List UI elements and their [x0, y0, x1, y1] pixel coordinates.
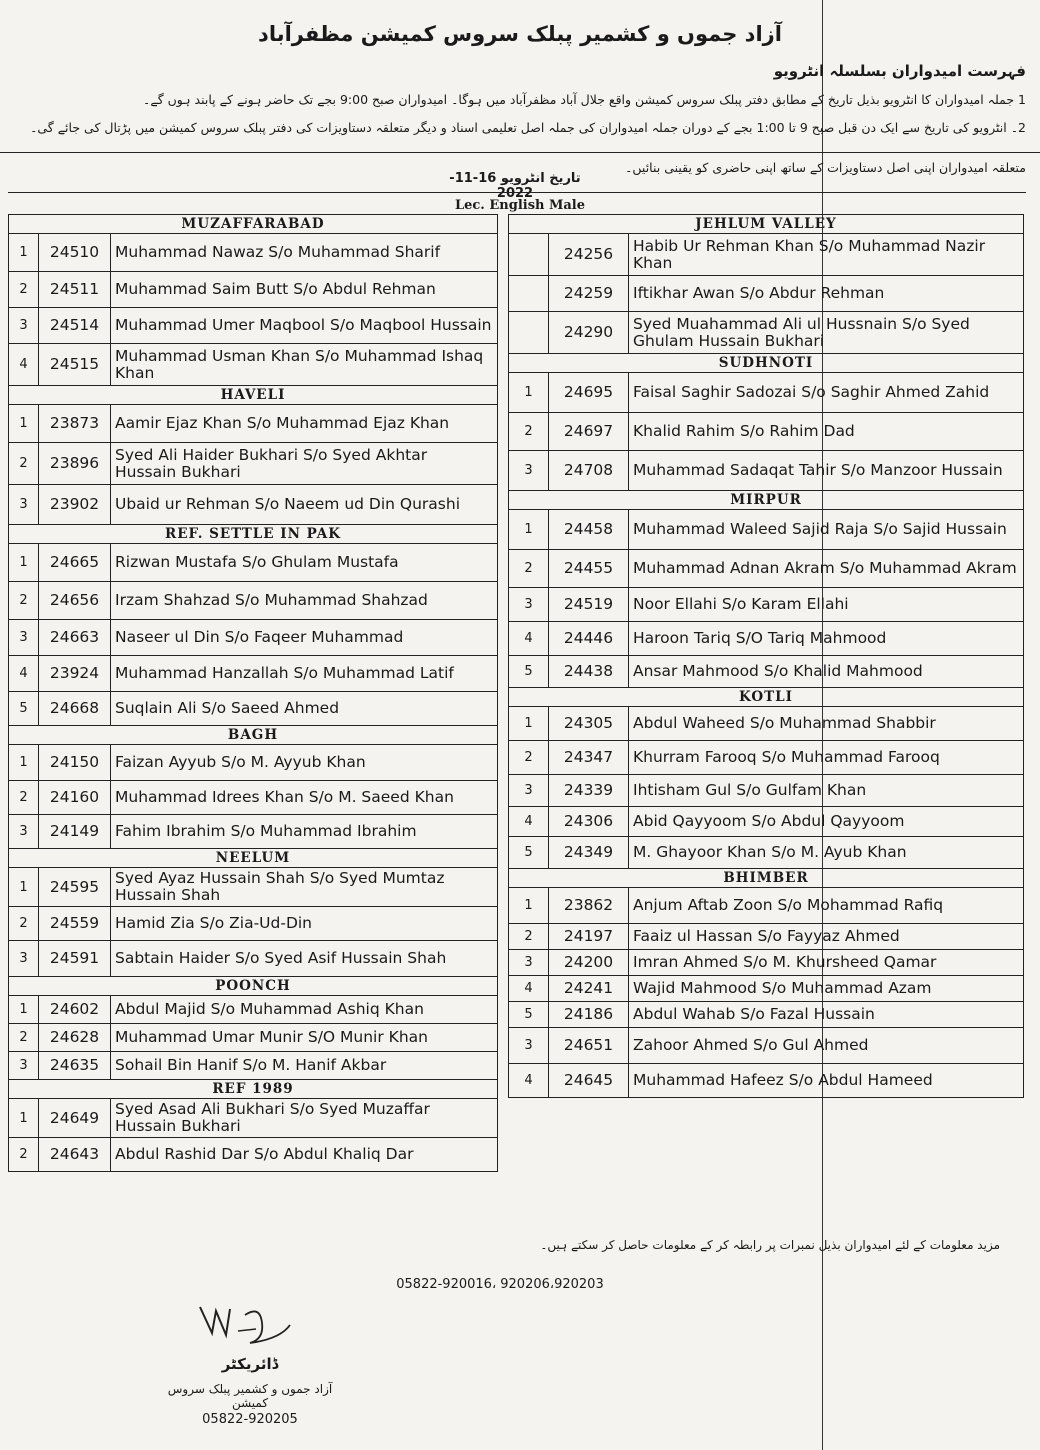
candidate-name: Irzam Shahzad S/o Muhammad Shahzad: [111, 582, 498, 620]
post-title: Lec. English Male: [454, 198, 586, 213]
serial-number: 3: [509, 588, 549, 622]
section-header: [509, 215, 1024, 234]
roll-number: 24446: [549, 622, 629, 656]
roll-number: 24635: [39, 1052, 111, 1080]
table-row: [9, 344, 498, 386]
serial-number: 3: [509, 1028, 549, 1064]
candidate-name: Abid Qayyoom S/o Abdul Qayyoom: [629, 807, 1024, 837]
serial-number: 2: [509, 924, 549, 950]
table-row: [509, 741, 1024, 775]
serial-number: 3: [9, 485, 39, 525]
serial-number: 1: [9, 745, 39, 781]
serial-number: 1: [9, 544, 39, 582]
table-row: [509, 656, 1024, 688]
table-row: [509, 775, 1024, 807]
roll-number: 24559: [39, 907, 111, 941]
roll-number: 24591: [39, 941, 111, 977]
instruction-3: متعلقہ امیدواران اپنی اصل دستاویزات کے ساتھ اپنی حاضری کو یقینی بنائیں۔: [625, 160, 1026, 175]
table-row: [509, 588, 1024, 622]
candidate-name: Syed Muahammad Ali ul Hussnain S/o Syed Ghulam Hussain Bukhari: [629, 312, 1024, 354]
candidate-name: Wajid Mahmood S/o Muhammad Azam: [629, 976, 1024, 1002]
roll-number: 24186: [549, 1002, 629, 1028]
serial-number: 3: [9, 941, 39, 977]
roll-number: 24602: [39, 996, 111, 1024]
candidate-name: Zahoor Ahmed S/o Gul Ahmed: [629, 1028, 1024, 1064]
candidate-name: Ubaid ur Rehman S/o Naeem ud Din Qurashi: [111, 485, 498, 525]
table-row: [509, 837, 1024, 869]
table-row: [9, 1052, 498, 1080]
candidate-name: Syed Ayaz Hussain Shah S/o Syed Mumtaz Hussain Shah: [111, 868, 498, 907]
candidate-name: Muhammad Sadaqat Tahir S/o Manzoor Hussain: [629, 451, 1024, 491]
table-row: [509, 1028, 1024, 1064]
table-row: [9, 941, 498, 977]
contact-phones: 05822-920016، 920206،920203: [396, 1277, 604, 1292]
roll-number: 23924: [39, 656, 111, 692]
serial-number: 3: [9, 815, 39, 849]
candidate-name: Ansar Mahmood S/o Khalid Mahmood: [629, 656, 1024, 688]
table-row: [9, 815, 498, 849]
table-row: [9, 582, 498, 620]
candidate-name: M. Ghayoor Khan S/o M. Ayub Khan: [629, 837, 1024, 869]
roll-number: 24200: [549, 950, 629, 976]
candidate-name: Suqlain Ali S/o Saeed Ahmed: [111, 692, 498, 726]
table-row: [509, 312, 1024, 354]
roll-number: 23896: [39, 443, 111, 485]
roll-number: 24515: [39, 344, 111, 386]
serial-number: 5: [509, 837, 549, 869]
roll-number: 24645: [549, 1064, 629, 1098]
table-row: [9, 692, 498, 726]
roll-number: 24708: [549, 451, 629, 491]
candidate-name: Muhammad Saim Butt S/o Abdul Rehman: [111, 272, 498, 308]
roll-number: 24668: [39, 692, 111, 726]
candidate-name: Iftikhar Awan S/o Abdur Rehman: [629, 276, 1024, 312]
serial-number: 4: [509, 1064, 549, 1098]
candidate-name: Sohail Bin Hanif S/o M. Hanif Akbar: [111, 1052, 498, 1080]
table-row: [9, 656, 498, 692]
section-header: [9, 525, 498, 544]
table-row: [9, 620, 498, 656]
roll-number: 24160: [39, 781, 111, 815]
table-row: [509, 451, 1024, 491]
table-row: [9, 308, 498, 344]
left-candidates-table: [8, 214, 498, 1172]
table-row: [9, 544, 498, 582]
roll-number: 24455: [549, 550, 629, 588]
candidate-name: Haroon Tariq S/O Tariq Mahmood: [629, 622, 1024, 656]
roll-number: 24458: [549, 510, 629, 550]
roll-number: 24651: [549, 1028, 629, 1064]
table-row: [509, 1064, 1024, 1098]
table-row: [509, 510, 1024, 550]
candidate-name: Faisal Saghir Sadozai S/o Saghir Ahmed Zahid: [629, 373, 1024, 413]
candidate-name: Fahim Ibrahim S/o Muhammad Ibrahim: [111, 815, 498, 849]
roll-number: 24643: [39, 1138, 111, 1172]
serial-number: 5: [509, 1002, 549, 1028]
table-row: [509, 888, 1024, 924]
candidate-name: Muhammad Umar Munir S/O Munir Khan: [111, 1024, 498, 1052]
serial-number: 2: [9, 781, 39, 815]
table-row: [9, 996, 498, 1024]
serial-number: 2: [9, 1138, 39, 1172]
table-row: [9, 485, 498, 525]
serial-number: 4: [9, 344, 39, 386]
table-row: [509, 373, 1024, 413]
table-row: [9, 745, 498, 781]
serial-number: 1: [9, 1099, 39, 1138]
section-title: KOTLI: [509, 688, 1024, 707]
table-row: [509, 1002, 1024, 1028]
serial-number: 2: [9, 272, 39, 308]
serial-number: 4: [509, 807, 549, 837]
page-title: آزاد جموں و کشمیر پبلک سروس کمیشن مظفرآباد: [258, 22, 782, 46]
notice-heading: فہرست امیدواران بسلسلہ انٹرویو: [773, 62, 1026, 80]
candidate-name: Abdul Majid S/o Muhammad Ashiq Khan: [111, 996, 498, 1024]
candidate-name: Abdul Waheed S/o Muhammad Shabbir: [629, 707, 1024, 741]
roll-number: 24259: [549, 276, 629, 312]
section-header: [9, 1080, 498, 1099]
candidate-name: Muhammad Nawaz S/o Muhammad Sharif: [111, 234, 498, 272]
candidate-name: Habib Ur Rehman Khan S/o Muhammad Nazir Khan: [629, 234, 1024, 276]
section-header: [9, 215, 498, 234]
candidate-name: Faizan Ayyub S/o M. Ayyub Khan: [111, 745, 498, 781]
table-row: [9, 868, 498, 907]
serial-number: 2: [9, 907, 39, 941]
candidate-name: Faaiz ul Hassan S/o Fayyaz Ahmed: [629, 924, 1024, 950]
section-header: [9, 726, 498, 745]
candidate-name: Muhammad Hafeez S/o Abdul Hameed: [629, 1064, 1024, 1098]
candidate-name: Syed Asad Ali Bukhari S/o Syed Muzaffar Hussain Bukhari: [111, 1099, 498, 1138]
instruction-2: 2۔ انٹرویو کی تاریخ سے ایک دن قبل صبح 9 تا 1:00 بجے کے دوران جملہ امیدواران کی جملہ اصل تعلیمی اسناد و دیگر متعلقہ دستاویزات کی دفتر پبلک سروس کمیشن میں پڑتال کی جائے گی۔: [30, 120, 1026, 135]
table-row: [9, 272, 498, 308]
section-header: [509, 354, 1024, 373]
roll-number: 24438: [549, 656, 629, 688]
roll-number: 24519: [549, 588, 629, 622]
serial-number: 1: [509, 510, 549, 550]
section-title: HAVELI: [9, 386, 498, 405]
section-header: [9, 386, 498, 405]
serial-number: 2: [509, 413, 549, 451]
serial-number: 3: [509, 775, 549, 807]
section-header: [9, 977, 498, 996]
right-candidates-table: [508, 214, 1024, 1098]
serial-number: 3: [9, 620, 39, 656]
candidate-name: Muhammad Idrees Khan S/o M. Saeed Khan: [111, 781, 498, 815]
candidate-name: Muhammad Usman Khan S/o Muhammad Ishaq Khan: [111, 344, 498, 386]
table-row: [9, 1024, 498, 1052]
roll-number: 24514: [39, 308, 111, 344]
candidate-name: Muhammad Umer Maqbool S/o Maqbool Hussain: [111, 308, 498, 344]
table-row: [509, 622, 1024, 656]
candidate-name: Khurram Farooq S/o Muhammad Farooq: [629, 741, 1024, 775]
candidate-name: Rizwan Mustafa S/o Ghulam Mustafa: [111, 544, 498, 582]
table-row: [509, 707, 1024, 741]
serial-number: 2: [509, 741, 549, 775]
roll-number: 24149: [39, 815, 111, 849]
roll-number: 24197: [549, 924, 629, 950]
roll-number: 23873: [39, 405, 111, 443]
table-row: [9, 1138, 498, 1172]
serial-number: 2: [9, 1024, 39, 1052]
director-title: ڈائریکٹر: [221, 1355, 279, 1373]
roll-number: 24241: [549, 976, 629, 1002]
section-title: BAGH: [9, 726, 498, 745]
serial-number: 3: [509, 451, 549, 491]
roll-number: 23862: [549, 888, 629, 924]
section-header: [509, 491, 1024, 510]
serial-number: 4: [509, 622, 549, 656]
candidate-name: Anjum Aftab Zoon S/o Mohammad Rafiq: [629, 888, 1024, 924]
table-row: [9, 781, 498, 815]
section-title: NEELUM: [9, 849, 498, 868]
candidate-name: Imran Ahmed S/o M. Khursheed Qamar: [629, 950, 1024, 976]
candidate-name: Aamir Ejaz Khan S/o Muhammad Ejaz Khan: [111, 405, 498, 443]
table-row: [9, 443, 498, 485]
serial-number: 1: [9, 868, 39, 907]
serial-number: 3: [9, 1052, 39, 1080]
candidate-name: Syed Ali Haider Bukhari S/o Syed Akhtar Hussain Bukhari: [111, 443, 498, 485]
serial-number: 1: [9, 405, 39, 443]
table-row: [509, 924, 1024, 950]
interview-date: تاریخ انٹرویو 16-11-2022: [449, 171, 581, 201]
table-row: [9, 1099, 498, 1138]
serial-number: 1: [509, 373, 549, 413]
header-divider: [0, 152, 1040, 153]
section-title: JEHLUM VALLEY: [509, 215, 1024, 234]
section-header: [9, 849, 498, 868]
director-signature: [190, 1295, 300, 1355]
instruction-1: 1 جملہ امیدواران کا انٹرویو بذیل تاریخ کے مطابق دفتر پبلک سروس کمیشن واقع جلال آباد مظفرآباد میں ہوگا۔ امیدواران صبح 9:00 بجے تک حاضر ہونے کے پابند ہوں گے۔: [143, 92, 1026, 107]
roll-number: 24349: [549, 837, 629, 869]
section-title: POONCH: [9, 977, 498, 996]
director-org: آزاد جموں و کشمیر پبلک سروس کمیشن: [167, 1382, 333, 1410]
roll-number: 24663: [39, 620, 111, 656]
table-top-border: [8, 192, 1026, 193]
table-row: [509, 950, 1024, 976]
serial-number: [509, 312, 549, 354]
roll-number: 24697: [549, 413, 629, 451]
roll-number: 24256: [549, 234, 629, 276]
serial-number: 2: [9, 443, 39, 485]
candidate-name: Abdul Wahab S/o Fazal Hussain: [629, 1002, 1024, 1028]
table-row: [509, 550, 1024, 588]
section-title: REF 1989: [9, 1080, 498, 1099]
serial-number: 5: [509, 656, 549, 688]
serial-number: [509, 276, 549, 312]
section-header: [509, 688, 1024, 707]
candidate-name: Noor Ellahi S/o Karam Ellahi: [629, 588, 1024, 622]
table-row: [509, 413, 1024, 451]
table-row: [509, 276, 1024, 312]
roll-number: 24290: [549, 312, 629, 354]
serial-number: 2: [509, 550, 549, 588]
roll-number: 24595: [39, 868, 111, 907]
serial-number: 1: [9, 996, 39, 1024]
serial-number: 2: [9, 582, 39, 620]
roll-number: 24305: [549, 707, 629, 741]
roll-number: 24150: [39, 745, 111, 781]
candidate-name: Muhammad Adnan Akram S/o Muhammad Akram: [629, 550, 1024, 588]
candidate-name: Sabtain Haider S/o Syed Asif Hussain Shah: [111, 941, 498, 977]
serial-number: [509, 234, 549, 276]
candidate-name: Abdul Rashid Dar S/o Abdul Khaliq Dar: [111, 1138, 498, 1172]
candidate-name: Naseer ul Din S/o Faqeer Muhammad: [111, 620, 498, 656]
contact-note: مزید معلومات کے لئے امیدواران بذیل نمبرات پر رابطہ کر کے معلومات حاصل کر سکتے ہیں۔: [540, 1238, 1000, 1252]
roll-number: 24339: [549, 775, 629, 807]
serial-number: 5: [9, 692, 39, 726]
director-phone: 05822-920205: [202, 1412, 298, 1427]
roll-number: 24656: [39, 582, 111, 620]
roll-number: 24649: [39, 1099, 111, 1138]
serial-number: 1: [9, 234, 39, 272]
section-title: REF. SETTLE IN PAK: [9, 525, 498, 544]
table-row: [509, 976, 1024, 1002]
roll-number: 24510: [39, 234, 111, 272]
roll-number: 24347: [549, 741, 629, 775]
candidate-name: Hamid Zia S/o Zia-Ud-Din: [111, 907, 498, 941]
table-row: [9, 907, 498, 941]
candidate-name: Muhammad Waleed Sajid Raja S/o Sajid Hussain: [629, 510, 1024, 550]
section-title: SUDHNOTI: [509, 354, 1024, 373]
candidate-name: Muhammad Hanzallah S/o Muhammad Latif: [111, 656, 498, 692]
serial-number: 3: [9, 308, 39, 344]
roll-number: 24511: [39, 272, 111, 308]
roll-number: 23902: [39, 485, 111, 525]
section-header: [509, 869, 1024, 888]
serial-number: 1: [509, 888, 549, 924]
serial-number: 3: [509, 950, 549, 976]
candidate-name: Ihtisham Gul S/o Gulfam Khan: [629, 775, 1024, 807]
roll-number: 24628: [39, 1024, 111, 1052]
serial-number: 4: [9, 656, 39, 692]
section-title: MUZAFFARABAD: [9, 215, 498, 234]
serial-number: 4: [509, 976, 549, 1002]
section-title: MIRPUR: [509, 491, 1024, 510]
table-row: [509, 807, 1024, 837]
roll-number: 24695: [549, 373, 629, 413]
section-title: BHIMBER: [509, 869, 1024, 888]
serial-number: 1: [509, 707, 549, 741]
roll-number: 24306: [549, 807, 629, 837]
table-row: [509, 234, 1024, 276]
table-row: [9, 234, 498, 272]
candidate-name: Khalid Rahim S/o Rahim Dad: [629, 413, 1024, 451]
table-row: [9, 405, 498, 443]
roll-number: 24665: [39, 544, 111, 582]
